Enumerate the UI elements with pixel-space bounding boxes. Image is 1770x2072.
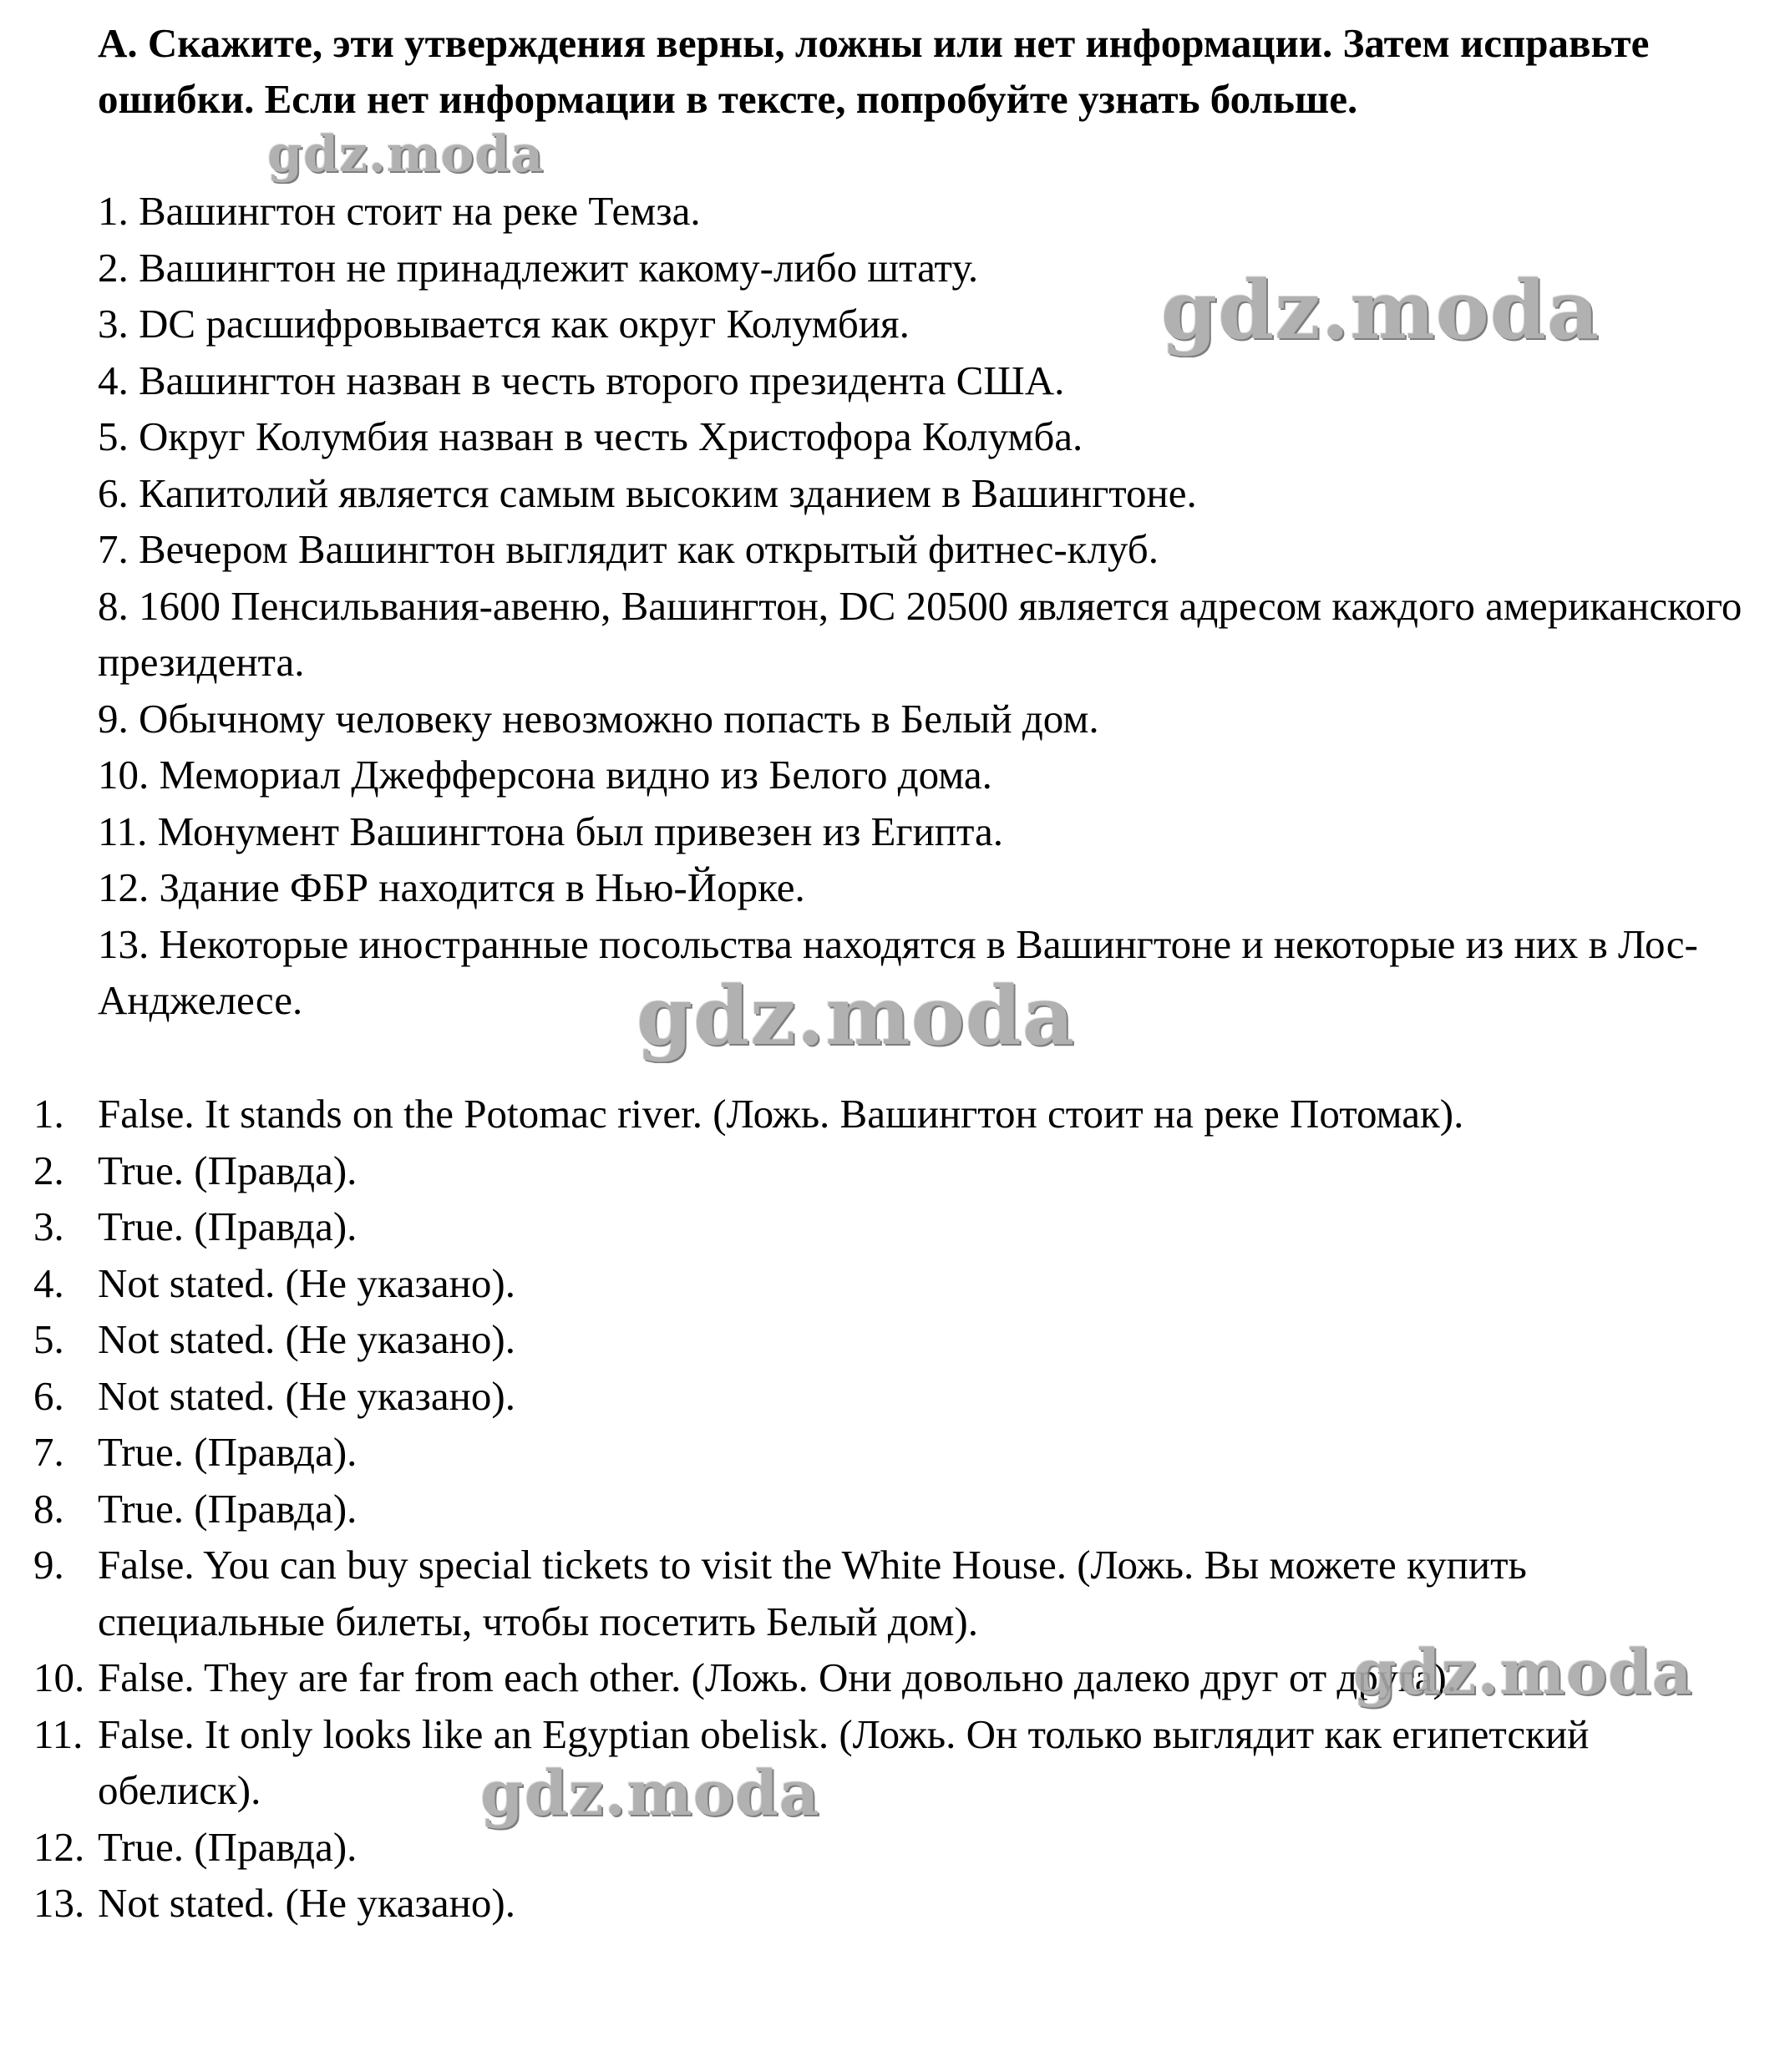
answer-number: 5. [33,1316,64,1362]
answer-item [33,1424,1746,1481]
watermark: gdz.moda [267,125,545,184]
question-item: 3. DC расшифровывается как округ Колумбия. [98,301,910,347]
answer-text: True. (Правда). [98,1203,358,1249]
answer-item [33,1706,1746,1819]
watermark: gdz.moda [1353,1637,1693,1709]
answer-item [33,1481,1746,1538]
answer-number: 11. [33,1710,84,1757]
answer-number: 9. [33,1542,64,1588]
answer-item [33,1537,1746,1649]
answer-text: False. You can buy special tickets to visit the White House. (Ложь. Вы можете купить специальные билеты, чтобы посетить Белый дом). [98,1542,1527,1644]
answer-number: 10. [33,1654,85,1700]
question-item: 11. Монумент Вашингтона был привезен из Египта. [98,808,1004,854]
answer-number: 1. [33,1091,64,1137]
answer-text: True. (Правда). [98,1147,358,1193]
watermark: gdz.moda [480,1758,820,1830]
answer-text: Not stated. (Не указано). [98,1259,515,1306]
answer-text: Not stated. (Не указано). [98,1316,515,1362]
answer-item [33,1875,1746,1932]
answer-list [33,1086,1746,1932]
answer-item [33,1086,1746,1142]
answer-text: True. (Правда). [98,1485,358,1532]
answer-item [33,1142,1746,1199]
answer-text: False. It only looks like an Egyptian obelisk. (Ложь. Он только выглядит как египетский обелиск). [98,1710,1590,1813]
answer-text: False. They are far from each other. (Ложь. Они довольно далеко друг от друга). [98,1654,1458,1700]
answer-item [33,1311,1746,1368]
answer-text: True. (Правда). [98,1429,358,1475]
watermark: gdz.moda [636,969,1076,1063]
answer-item [33,1198,1746,1255]
answer-item [33,1649,1746,1706]
answer-text: Not stated. (Не указано). [98,1880,515,1926]
answer-number: 13. [33,1880,85,1926]
watermark: gdz.moda [1161,263,1600,357]
answer-number: 7. [33,1429,64,1475]
answer-number: 2. [33,1147,64,1193]
answer-text: True. (Правда). [98,1823,358,1870]
answer-number: 12. [33,1823,85,1870]
answer-number: 6. [33,1372,64,1419]
answer-number: 4. [33,1259,64,1306]
answer-text: Not stated. (Не указано). [98,1372,515,1419]
question-list [98,183,1752,1029]
question-item: 10. Мемориал Джефферсона видно из Белого дома. [98,752,992,798]
question-item: 6. Капитолий является самым высоким зданием в Вашингтоне. [98,469,1197,516]
exercise-heading: А. Скажите, эти утверждения верны, ложны или нет информации. Затем исправьте ошибки. Если нет информации в тексте, попробуйте узнать больше. [98,20,1650,122]
question-item: 2. Вашингтон не принадлежит какому-либо штату. [98,244,979,291]
question-item: 7. Вечером Вашингтон выглядит как открытый фитнес-клуб. [98,526,1159,572]
question-item: 1. Вашингтон стоит на реке Темза. [98,188,701,234]
answer-number: 8. [33,1485,64,1532]
answer-item [33,1255,1746,1312]
question-item: 12. Здание ФБР находится в Нью-Йорке. [98,864,805,910]
question-item: 8. 1600 Пенсильвания-авеню, Вашингтон, DC 20500 является адресом каждого американского президента. [98,582,1742,685]
question-item: 13. Некоторые иностранные посольства находятся в Вашингтоне и некоторые из них в Лос-Анджелесе. [98,920,1698,1023]
answer-item [33,1368,1746,1425]
question-item: 9. Обычному человеку невозможно попасть в Белый дом. [98,695,1099,742]
question-item: 4. Вашингтон назван в честь второго президента США. [98,357,1065,403]
question-item: 5. Округ Колумбия назван в честь Христофора Колумба. [98,413,1083,459]
answer-text: False. It stands on the Potomac river. (Ложь. Вашингтон стоит на реке Потомак). [98,1091,1464,1137]
answer-number: 3. [33,1203,64,1249]
answer-item [33,1819,1746,1876]
